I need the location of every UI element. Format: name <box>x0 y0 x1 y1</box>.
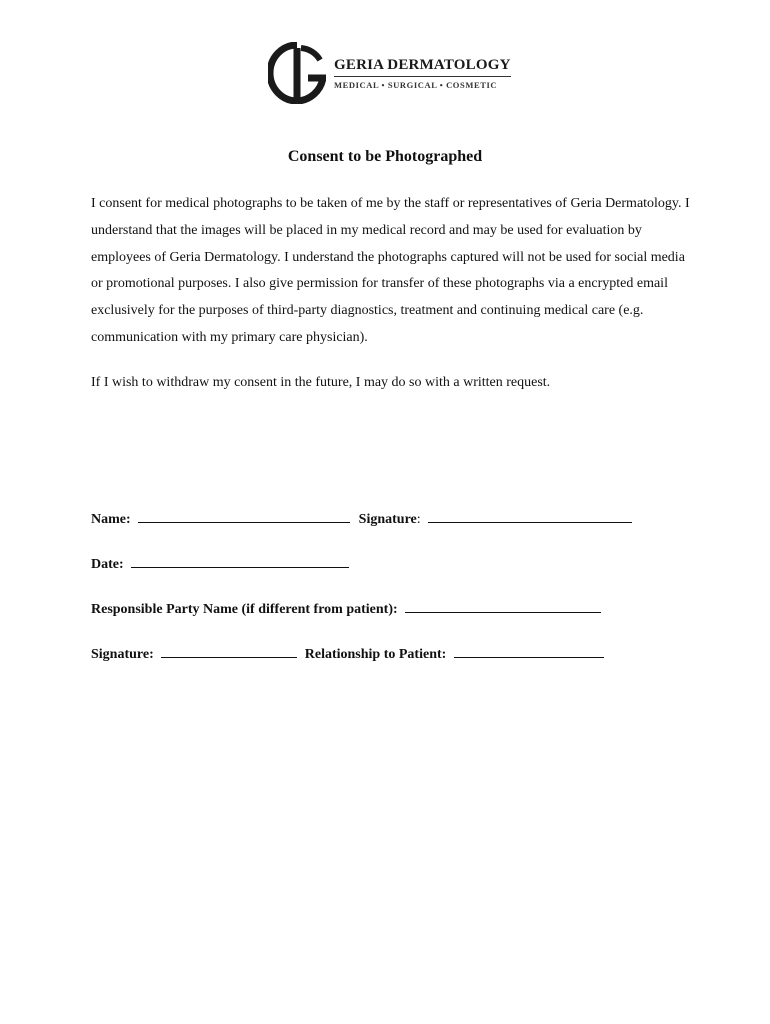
date-field[interactable] <box>131 553 349 568</box>
responsible-party-row <box>91 598 601 620</box>
withdrawal-paragraph: If I wish to withdraw my consent in the future, I may do so with a written request. <box>91 375 551 390</box>
name-field[interactable] <box>138 508 350 523</box>
signature2-label: Signature: <box>91 647 154 662</box>
relationship-field[interactable] <box>454 643 604 658</box>
geria-logo-mark-icon <box>268 42 326 104</box>
responsible-party-field[interactable] <box>405 598 601 613</box>
logo-divider <box>334 76 511 77</box>
responsible-party-label: Responsible Party Name (if different from patient): <box>91 602 398 617</box>
signature-label: Signature <box>358 512 417 527</box>
signature2-field[interactable] <box>161 643 297 658</box>
date-row <box>91 553 349 575</box>
logo-name: GERIA DERMATOLOGY <box>334 57 511 73</box>
clinic-logo <box>268 42 511 104</box>
signature-field[interactable] <box>428 508 632 523</box>
consent-paragraph: I consent for medical photographs to be taken of me by the staff or representatives of Geria Dermatology. I understand that the images will be placed in my medical record and may be used for evaluation by employees of Geria Dermatology. I understand the photographs captured will not be used for social media or promotional purposes. I also give permission for transfer of these photographs via a encrypted email exclusively for the purposes of third-party diagnostics, treatment and continuing medical care (e.g. communication with my primary care physician). <box>91 196 690 345</box>
logo-text <box>334 56 511 90</box>
name-label: Name: <box>91 512 131 527</box>
signature-colon: : <box>416 512 421 527</box>
logo-tagline: MEDICAL • SURGICAL • COSMETIC <box>334 80 498 90</box>
document-title: Consent to be Photographed <box>287 148 483 165</box>
date-label: Date: <box>91 557 124 572</box>
relationship-label: Relationship to Patient: <box>304 647 447 662</box>
signature-relationship-row <box>91 643 604 665</box>
name-signature-row <box>91 508 632 530</box>
